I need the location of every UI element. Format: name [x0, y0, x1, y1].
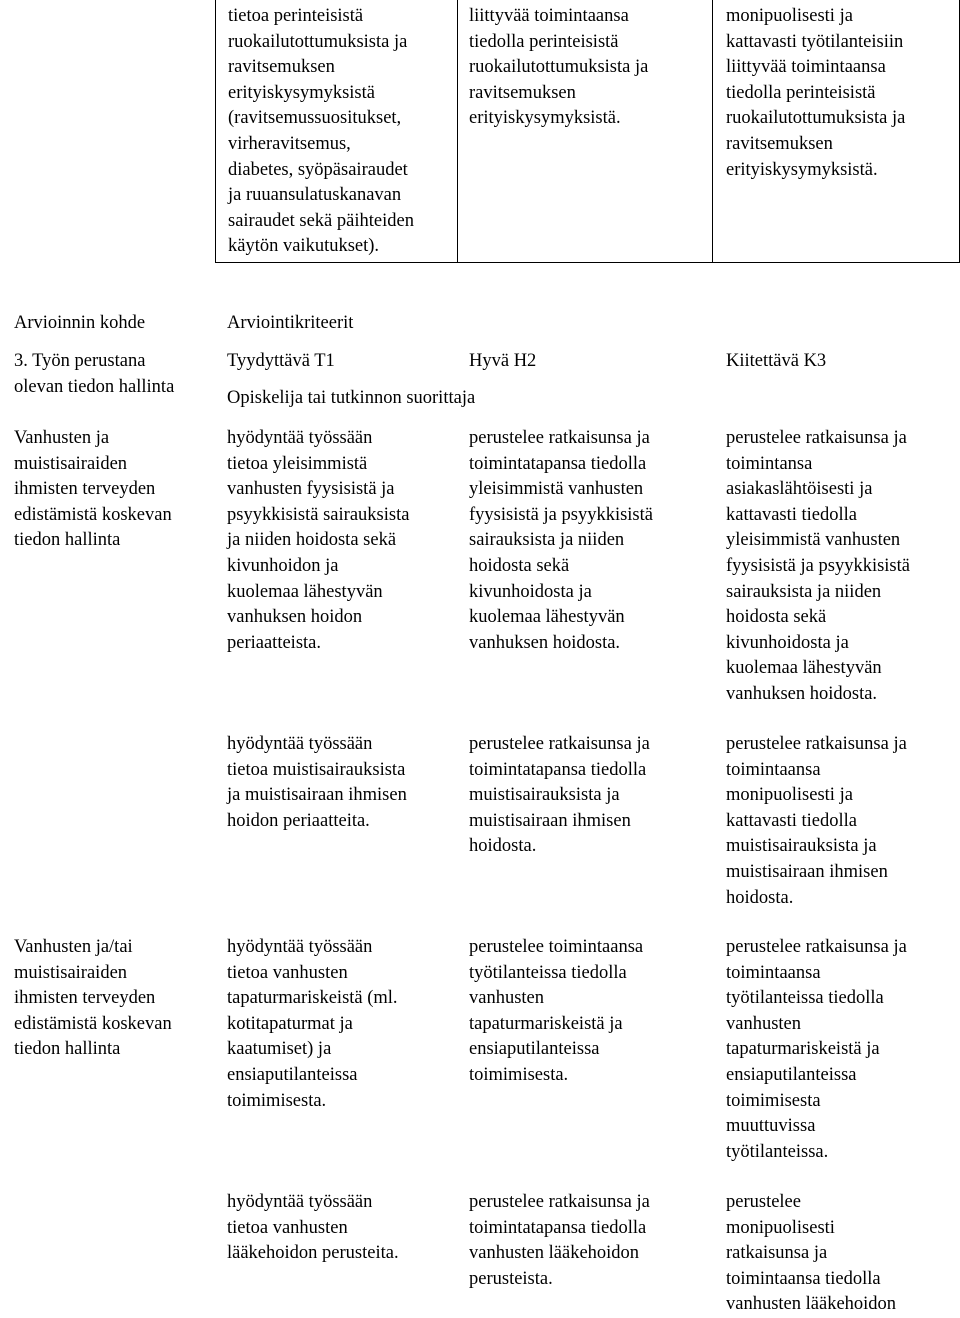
top-cell-h2: liittyvää toimintaansa tiedolla perinteisistä ruokailutottumuksista ja ravitsemuksen erityiskysymyksistä.: [469, 6, 649, 129]
row-1-k3: perustelee ratkaisunsa ja toimintansa asiakaslähtöisesti ja kattavasti tiedolla yleisimmistä vanhusten fyysisistä ja psyykkisistä sairauksista ja niiden hoidosta sekä kivunhoidosta ja kuolemaa lähestyvän vanhuksen hoidosta.: [726, 428, 910, 704]
row-1-h2: perustelee ratkaisunsa ja toimintatapansa tiedolla yleisimmistä vanhusten fyysisistä ja psyykkisistä sairauksista ja niiden hoidosta sekä kivunhoidosta ja kuolemaa lähestyvän vanhuksen hoidosta.: [469, 428, 653, 653]
row-3-h2: perustelee toimintaansa työtilanteissa tiedolla vanhusten tapaturmariskeistä ja ensiaputilanteissa toimimisesta.: [469, 937, 644, 1085]
level-t1-heading: Tyydyttävä T1: [227, 351, 335, 371]
level-k3-heading: Kiitettävä K3: [726, 351, 827, 371]
top-divider-2: [712, 0, 713, 262]
top-cell-t1: tietoa perinteisistä ruokailutottumuksista ja ravitsemuksen erityiskysymyksistä (ravitsemussuositukset, virheravitsemus, diabetes, syöpäsairaudet ja ruuansulatuskanavan sairaudet sekä päihteiden käytön vaikutukset).: [228, 6, 414, 257]
section-title: 3. Työn perustana olevan tiedon hallinta: [14, 351, 175, 397]
subject-heading: Opiskelija tai tutkinnon suorittaja: [227, 388, 476, 408]
top-divider-1: [457, 0, 458, 262]
row-2-t1: hyödyntää työssään tietoa muistisairauksista ja muistisairaan ihmisen hoidon periaatteita.: [227, 734, 407, 831]
level-h2-heading: Hyvä H2: [469, 351, 537, 371]
row-1-target: Vanhusten ja muistisairaiden ihmisten terveyden edistämistä koskevan tiedon hallinta: [14, 428, 172, 551]
row-2-h2: perustelee ratkaisunsa ja toimintatapansa tiedolla muistisairauksista ja muistisairaan ihmisen hoidosta.: [469, 734, 650, 857]
row-4-h2: perustelee ratkaisunsa ja toimintatapansa tiedolla vanhusten lääkehoidon perusteista.: [469, 1192, 650, 1289]
row-2-k3: perustelee ratkaisunsa ja toimintaansa monipuolisesti ja kattavasti tiedolla muistisairauksista ja muistisairaan ihmisen hoidosta.: [726, 734, 907, 908]
row-4-t1: hyödyntää työssään tietoa vanhusten lääkehoidon perusteita.: [227, 1192, 399, 1264]
top-cell-k3: monipuolisesti ja kattavasti työtilanteisiin liittyvää toimintaansa tiedolla perinteisistä ruokailutottumuksista ja ravitsemuksen erityiskysymyksistä.: [726, 6, 906, 180]
row-3-t1: hyödyntää työssään tietoa vanhusten tapaturmariskeistä (ml. kotitapaturmat ja kaatumiset) ja ensiaputilanteissa toimimisesta.: [227, 937, 398, 1111]
row-3-target: Vanhusten ja/tai muistisairaiden ihmisten terveyden edistämistä koskevan tiedon hallinta: [14, 937, 172, 1060]
row-3-k3: perustelee ratkaisunsa ja toimintaansa työtilanteissa tiedolla vanhusten tapaturmariskeistä ja ensiaputilanteissa toimimisesta muuttuvissa työtilanteissa.: [726, 937, 907, 1162]
row-4-k3: perustelee monipuolisesti ratkaisunsa ja toimintaansa tiedolla vanhusten lääkehoidon: [726, 1192, 897, 1315]
header-arvioinnin-kohde: Arvioinnin kohde: [14, 313, 146, 333]
header-arviointikriteerit: Arviointikriteerit: [227, 313, 354, 333]
row-1-t1: hyödyntää työssään tietoa yleisimmistä vanhusten fyysisistä ja psyykkisistä sairauksista ja niiden hoidosta sekä kivunhoidon ja kuolemaa lähestyvän vanhuksen hoidon periaatteista.: [227, 428, 410, 653]
